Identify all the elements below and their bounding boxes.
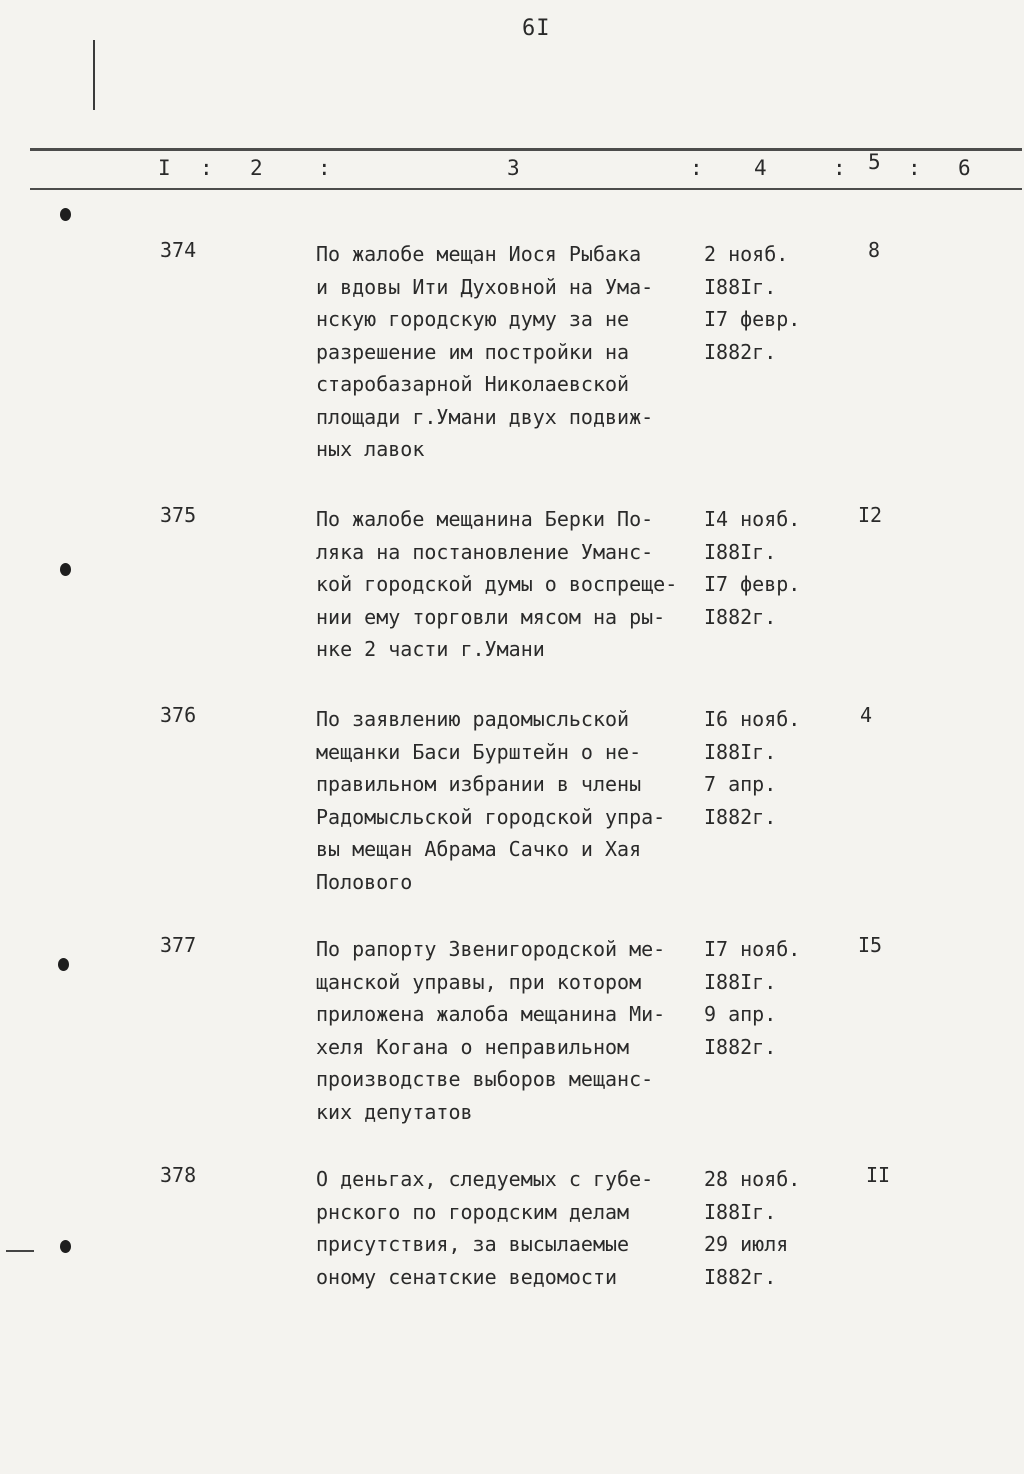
column-header-4: 4 [754, 156, 767, 180]
entry-sheet-count: I5 [858, 933, 883, 957]
description-line: правильном избрании в члены [316, 772, 642, 796]
date-line: I88Iг. [704, 739, 777, 764]
description-line: оному сенатские ведомости [316, 1264, 618, 1289]
description-line: приложена жалоба мещанина Ми- [316, 1002, 666, 1026]
entry-dates [704, 933, 800, 1063]
date-line: 7 апр. [704, 772, 777, 796]
description-line: вы мещан Абрама Сачко и Хая [316, 837, 642, 861]
date-line: 28 нояб. [704, 1167, 801, 1191]
description-line: По заявлению радомысльской [316, 707, 630, 731]
column-header-3: 3 [507, 156, 520, 180]
entry-sheet-count: I2 [858, 503, 883, 527]
date-line: I882г. [704, 604, 777, 629]
entry-dates [704, 238, 800, 368]
punch-hole [60, 208, 71, 221]
entry-dates [704, 1163, 800, 1293]
date-line: I882г. [704, 804, 777, 829]
description-line: площади г.Умани двух подвиж- [316, 404, 654, 429]
page-number: 6I [522, 16, 551, 41]
header-bottom-rule [30, 188, 1022, 190]
description-line: рнского по городским делам [316, 1199, 630, 1224]
entry-number: 378 [160, 1163, 197, 1187]
description-line: Радомысльской городской упра- [316, 804, 666, 829]
description-line: нии ему торговли мясом на ры- [316, 604, 666, 629]
entry-number: 377 [160, 933, 197, 957]
column-header-5: 5 [868, 150, 881, 174]
entry-description [316, 703, 706, 898]
description-line: ких депутатов [316, 1099, 473, 1124]
description-line: По жалобе мещан Иося Рыбака [316, 242, 642, 266]
date-line: I7 нояб. [704, 937, 801, 961]
column-separator: : [690, 156, 703, 180]
description-line: О деньгах, следуемых с губе- [316, 1167, 654, 1191]
margin-line [93, 40, 95, 110]
punch-hole [60, 1240, 71, 1253]
description-line: нскую городскую думу за не [316, 307, 630, 331]
description-line: щанской управы, при котором [316, 969, 642, 994]
entry-number: 376 [160, 703, 197, 727]
description-line: По рапорту Звенигородской ме- [316, 937, 666, 961]
date-line: I7 февр. [704, 572, 801, 596]
punch-hole [60, 563, 71, 576]
date-line: I882г. [704, 339, 777, 364]
description-line: старобазарной Николаевской [316, 372, 630, 396]
description-line: производстве выборов мещанс- [316, 1067, 654, 1091]
description-line: ных лавок [316, 437, 425, 461]
column-header-1: I [158, 156, 171, 180]
date-line: I88Iг. [704, 274, 777, 299]
description-line: кой городской думы о воспреще- [316, 572, 678, 596]
punch-hole [58, 958, 69, 971]
entry-sheet-count: 8 [868, 238, 881, 262]
date-line: 2 нояб. [704, 242, 789, 266]
description-line: разрешение им постройки на [316, 339, 630, 364]
entry-sheet-count: 4 [860, 703, 873, 727]
column-separator: : [833, 156, 846, 180]
description-line: Полового [316, 869, 413, 894]
date-line: 9 апр. [704, 1002, 777, 1026]
entry-dates [704, 703, 800, 833]
column-separator: : [908, 156, 921, 180]
column-header-2: 2 [250, 156, 263, 180]
entry-description [316, 238, 706, 466]
column-separator: : [318, 156, 331, 180]
description-line: По жалобе мещанина Берки По- [316, 507, 654, 531]
date-line: I882г. [704, 1264, 777, 1289]
date-line: I88Iг. [704, 969, 777, 994]
column-header-6: 6 [958, 156, 971, 180]
entry-sheet-count: II [866, 1163, 891, 1187]
entry-description [316, 503, 706, 666]
description-line: ляка на постановление Уманс- [316, 539, 654, 564]
description-line: нке 2 части г.Умани [316, 637, 545, 661]
description-line: и вдовы Ити Духовной на Ума- [316, 274, 654, 299]
date-line: 29 июля [704, 1232, 789, 1256]
date-line: I88Iг. [704, 1199, 777, 1224]
date-line: I882г. [704, 1034, 777, 1059]
entry-description [316, 933, 706, 1128]
description-line: мещанки Баси Бурштейн о не- [316, 739, 642, 764]
description-line: присутствия, за высылаемые [316, 1232, 630, 1256]
date-line: I4 нояб. [704, 507, 801, 531]
description-line: хеля Когана о неправильном [316, 1034, 630, 1059]
entry-number: 375 [160, 503, 197, 527]
stray-mark [6, 1250, 34, 1252]
date-line: I7 февр. [704, 307, 801, 331]
column-separator: : [200, 156, 213, 180]
entry-description [316, 1163, 706, 1293]
entry-number: 374 [160, 238, 197, 262]
date-line: I88Iг. [704, 539, 777, 564]
entry-dates [704, 503, 800, 633]
date-line: I6 нояб. [704, 707, 801, 731]
